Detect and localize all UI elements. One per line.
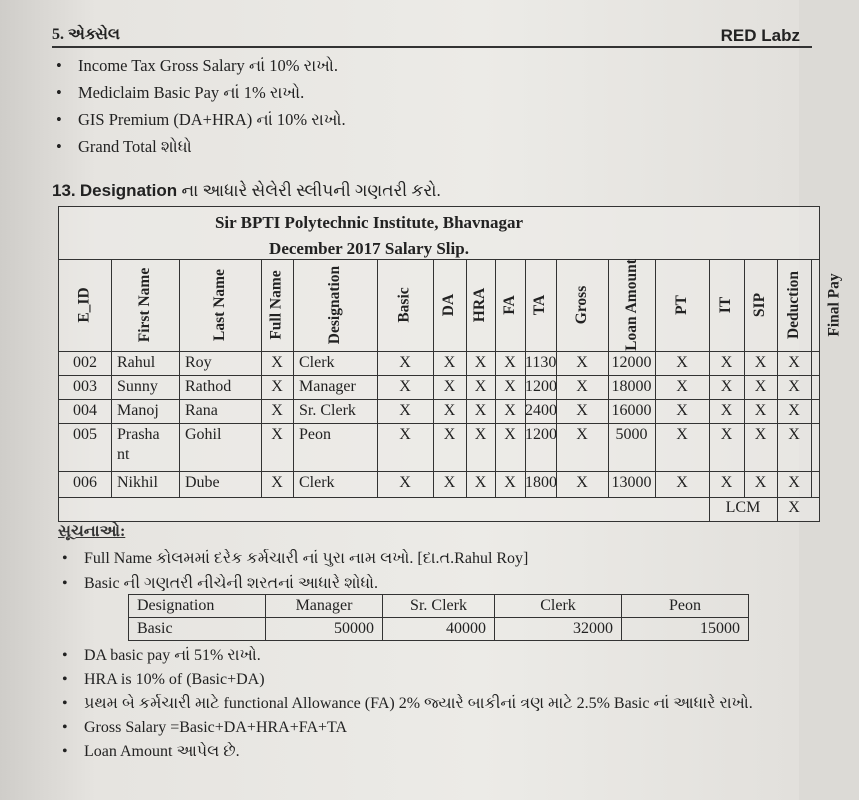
table-cell: Rahul xyxy=(117,354,156,371)
table-cell: X xyxy=(504,474,516,491)
grid-hline xyxy=(59,399,819,400)
table-cell: X xyxy=(443,402,456,419)
table-cell: X xyxy=(399,378,411,395)
table-cell: Rathod xyxy=(185,378,232,395)
column-header xyxy=(556,259,608,351)
table-cell: X xyxy=(399,354,411,371)
instruction-list-2 xyxy=(58,644,804,764)
table-cell: 1800 xyxy=(525,474,557,491)
table-cell: X xyxy=(443,354,456,371)
table-cell: X xyxy=(754,378,767,395)
rules-cell: Manager xyxy=(266,595,383,618)
column-header-label: Full Name xyxy=(268,270,285,340)
table-cell: X xyxy=(754,474,767,491)
table-cell: X xyxy=(754,402,767,419)
rules-cell: Designation xyxy=(129,595,266,618)
rules-value-row xyxy=(129,618,749,641)
table-cell: X xyxy=(504,354,516,371)
column-header xyxy=(709,259,744,351)
table-cell: X xyxy=(676,426,688,443)
instruction-item: • Full Name કોલમમાં દરેક કર્મચારી નાં પુરા નામ લખો. [દા.ત.Rahul Roy] xyxy=(58,546,528,571)
table-cell: Clerk xyxy=(299,354,335,371)
column-header-label: Last Name xyxy=(211,269,228,341)
rules-cell: 15000 xyxy=(622,618,749,641)
rules-cell: Clerk xyxy=(495,595,622,618)
column-header-label: TA xyxy=(531,294,549,316)
table-cell: X xyxy=(720,354,733,371)
column-header-label: FA xyxy=(500,295,518,315)
table-cell: 1130 xyxy=(525,354,557,371)
table-cell: X xyxy=(443,426,456,443)
table-cell: Roy xyxy=(185,354,212,371)
table-cell: Clerk xyxy=(299,474,335,491)
footer-lcm: LCM xyxy=(725,499,761,516)
column-header xyxy=(525,259,556,351)
bullet-item: • Income Tax Gross Salary નાં 10% રાખો. xyxy=(52,52,346,79)
bullet-item: • GIS Premium (DA+HRA) નાં 10% રાખો. xyxy=(52,106,346,133)
table-cell: 004 xyxy=(73,402,97,419)
table-cell: X xyxy=(443,474,456,491)
column-header xyxy=(111,259,179,351)
table-cell: 1200 xyxy=(525,426,557,443)
rules-cell: Sr. Clerk xyxy=(383,595,495,618)
bullet-item: • Grand Total શોધો xyxy=(52,133,346,160)
table-cell: X xyxy=(576,378,588,395)
table-cell: X xyxy=(754,354,767,371)
table-cell: X xyxy=(720,474,733,491)
instruction-item: • HRA is 10% of (Basic+DA) xyxy=(58,668,804,692)
table-cell: X xyxy=(474,426,487,443)
table-cell: 005 xyxy=(73,426,97,443)
rules-cell: Basic xyxy=(129,618,266,641)
instruction-item: • Loan Amount આપેલ છે. xyxy=(58,740,804,764)
table-cell: X xyxy=(474,474,487,491)
table-cell: Sr. Clerk xyxy=(299,402,356,419)
rules-cell: 32000 xyxy=(495,618,622,641)
column-header xyxy=(433,259,466,351)
column-header xyxy=(811,259,859,351)
instructions-title: સૂચનાઓ: xyxy=(58,523,126,540)
column-header xyxy=(466,259,495,351)
table-cell: X xyxy=(271,402,283,419)
question-keyword: Designation xyxy=(79,181,178,200)
table-cell: X xyxy=(271,378,283,395)
table-cell: Rana xyxy=(185,402,218,419)
column-header-label: DA xyxy=(440,293,458,317)
table-cell: X xyxy=(399,402,411,419)
table-cell: X xyxy=(504,402,516,419)
grid-hline xyxy=(59,471,819,472)
table-cell: 5000 xyxy=(615,426,648,443)
table-cell: Nikhil xyxy=(117,474,158,491)
table-cell: 006 xyxy=(73,474,97,491)
cell-continuation: nt xyxy=(117,446,130,463)
table-cell: X xyxy=(399,474,411,491)
column-header-label: Designation xyxy=(326,265,343,345)
instruction-list xyxy=(58,546,528,596)
column-header-label: Gross xyxy=(572,285,590,325)
table-cell: Manoj xyxy=(117,402,159,419)
column-header-label: PT xyxy=(673,295,690,315)
column-header-label: E_ID xyxy=(75,287,93,323)
table-cell: X xyxy=(399,426,411,443)
table-cell: X xyxy=(788,402,800,419)
column-header xyxy=(59,259,111,351)
table-cell: X xyxy=(271,474,283,491)
table-cell: X xyxy=(788,354,800,371)
column-header-label: SIP xyxy=(751,292,769,318)
column-header-label: Deduction xyxy=(785,270,803,340)
column-header-label: Final Pay xyxy=(826,273,844,337)
column-header xyxy=(655,259,709,351)
table-cell: X xyxy=(788,426,800,443)
table-cell: 12000 xyxy=(611,354,652,371)
slip-title: December 2017 Salary Slip. xyxy=(269,239,469,258)
column-header xyxy=(377,259,433,351)
rules-header-row xyxy=(129,595,749,618)
basic-rules-table xyxy=(128,594,749,641)
table-cell: 003 xyxy=(73,378,97,395)
table-cell: X xyxy=(576,426,588,443)
table-cell: X xyxy=(754,426,767,443)
table-cell: 13000 xyxy=(611,474,652,491)
table-cell: X xyxy=(676,402,688,419)
column-header xyxy=(293,259,377,351)
column-header-label: IT xyxy=(717,296,735,314)
column-header xyxy=(777,259,811,351)
table-cell: X xyxy=(576,474,588,491)
instruction-item: • પ્રથમ બે કર્મચારી માટે functional Allowance (FA) 2% જ્યારે બાકીનાં ત્રણ માટે 2.5% Basic નાં આધારે રાખો. xyxy=(58,692,804,716)
table-cell: X xyxy=(576,354,588,371)
table-cell: X xyxy=(676,354,688,371)
table-cell: X xyxy=(504,426,516,443)
column-header-label: Basic xyxy=(396,287,413,323)
rules-cell: Peon xyxy=(622,595,749,618)
column-header xyxy=(495,259,525,351)
table-cell: X xyxy=(474,354,487,371)
grid-hline xyxy=(59,375,819,376)
table-cell: 2400 xyxy=(525,402,557,419)
table-cell: X xyxy=(720,426,733,443)
column-header xyxy=(608,259,655,351)
table-cell: X xyxy=(576,402,588,419)
column-header xyxy=(179,259,261,351)
table-cell: Peon xyxy=(299,426,331,443)
rules-cell: 50000 xyxy=(266,618,383,641)
instruction-item: • Basic ની ગણતરી નીચેની શરતનાં આધારે શોધો. xyxy=(58,571,528,596)
instruction-item: • Gross Salary =Basic+DA+HRA+FA+TA xyxy=(58,716,804,740)
grid-hline xyxy=(59,351,819,352)
salary-slip-table xyxy=(58,206,844,522)
section-title: 5. એક્સેલ xyxy=(52,26,121,43)
brand-label: RED Labz xyxy=(720,26,800,45)
table-cell: X xyxy=(474,402,487,419)
top-bullet-list xyxy=(52,52,346,160)
table-cell: X xyxy=(788,378,800,395)
footer-x: X xyxy=(788,499,800,516)
table-cell: X xyxy=(443,378,456,395)
table-cell: X xyxy=(676,378,688,395)
rules-cell: 40000 xyxy=(383,618,495,641)
institute-name: Sir BPTI Polytechnic Institute, Bhavnagar xyxy=(214,213,524,232)
column-header-label: Loan Amount xyxy=(622,259,640,351)
column-header-label: First Name xyxy=(136,267,153,343)
table-cell: X xyxy=(788,474,800,491)
grid-hline xyxy=(59,497,819,498)
column-header xyxy=(744,259,777,351)
question-number: 13. xyxy=(52,181,76,200)
column-header-label: HRA xyxy=(471,287,489,323)
table-cell: X xyxy=(271,426,283,443)
table-cell: X xyxy=(504,378,516,395)
table-cell: X xyxy=(474,378,487,395)
table-cell: Manager xyxy=(299,378,356,395)
table-cell: X xyxy=(676,474,688,491)
column-header xyxy=(261,259,293,351)
question-text: ના આધારે સેલેરી સ્લીપની ગણતરી કરો. xyxy=(177,181,441,200)
table-cell: Sunny xyxy=(117,378,158,395)
table-cell: Prasha nt xyxy=(117,425,185,465)
table-cell: X xyxy=(720,402,733,419)
page-header xyxy=(52,24,812,48)
table-cell: 002 xyxy=(73,354,97,371)
table-cell: 18000 xyxy=(611,378,652,395)
table-cell: Dube xyxy=(185,474,220,491)
question-heading xyxy=(52,181,441,201)
table-cell: 1200 xyxy=(525,378,557,395)
table-cell: X xyxy=(271,354,283,371)
table-cell: X xyxy=(720,378,733,395)
table-cell: Gohil xyxy=(185,426,222,443)
grid-hline xyxy=(59,423,819,424)
instruction-item: • DA basic pay નાં 51% રાખો. xyxy=(58,644,804,668)
bullet-item: • Mediclaim Basic Pay નાં 1% રાખો. xyxy=(52,79,346,106)
table-cell: 16000 xyxy=(611,402,652,419)
